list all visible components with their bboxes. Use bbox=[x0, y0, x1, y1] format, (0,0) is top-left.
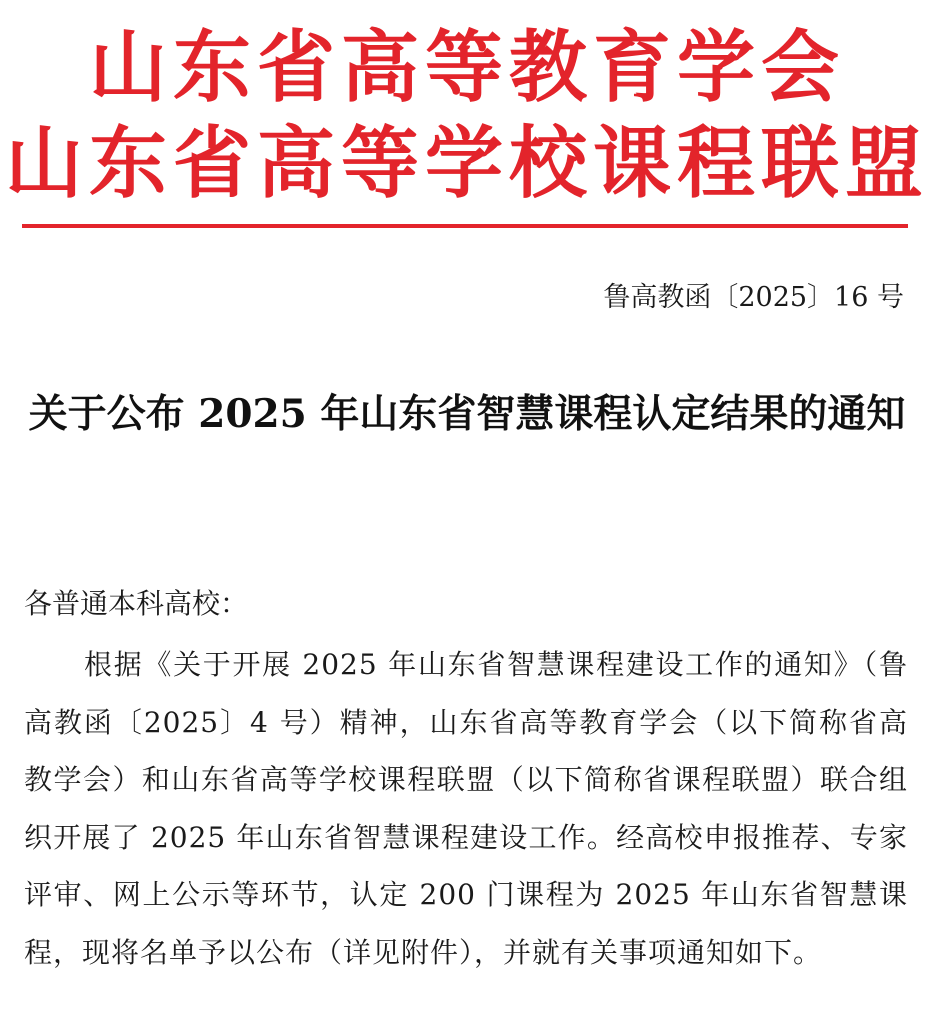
document-number: 鲁高教函〔2025〕16 号 bbox=[603, 282, 904, 313]
letterhead-org-2: 山东省高等学校课程联盟 bbox=[4, 119, 929, 209]
body-paragraph: 根据《关于开展 2025 年山东省智慧课程建设工作的通知》（鲁高教函〔2025〕4 号）精神，山东省高等教育学会（以下简称省高教学会）和山东省高等学校课程联盟（以下简称省课程联盟）联合组织开展了 2025 年山东省智慧课程建设工作。经高校申报推荐、专家评审、网上公示等环节，认定 200 门课程为 2025 年山东省智慧课程，现将名单予以公布（详见附件），并就有关事项通知如下。 bbox=[24, 648, 908, 969]
document-title: 关于公布 2025 年山东省智慧课程认定结果的通知 bbox=[28, 391, 906, 437]
salutation: 各普通本科高校： bbox=[24, 587, 249, 620]
letterhead-org-1: 山东省高等教育学会 bbox=[88, 23, 845, 113]
letterhead-divider bbox=[22, 224, 908, 228]
